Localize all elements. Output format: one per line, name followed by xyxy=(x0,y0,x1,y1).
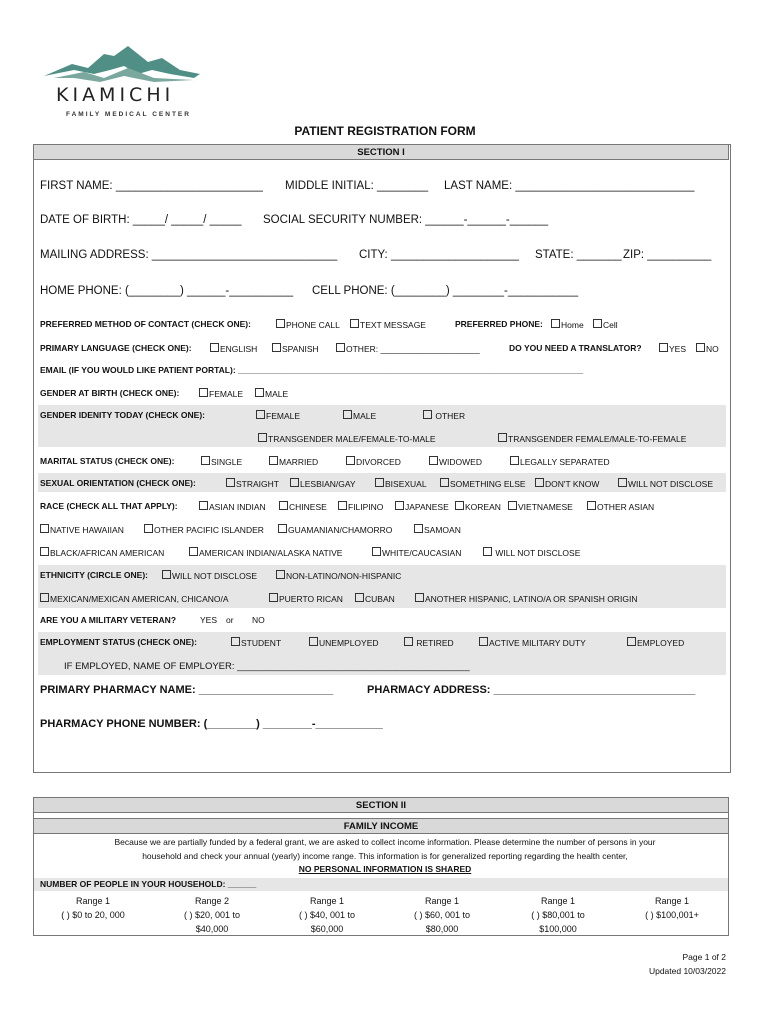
grant-text-1: Because we are partially funded by a federal grant, we are asked to collect income information. Please determine the number of persons in your xyxy=(114,837,656,847)
checkbox-icon xyxy=(269,593,278,602)
checkbox-icon xyxy=(659,343,668,352)
email-field[interactable]: EMAIL (IF YOU WOULD LIKE PATIENT PORTAL): _________________________________________________________________________ xyxy=(40,365,584,375)
checkbox-icon xyxy=(276,570,285,579)
checkbox-icon xyxy=(290,478,299,487)
gender-birth-female[interactable]: FEMALE xyxy=(199,388,243,399)
gender-id-trans-female[interactable]: TRANSGENDER FEMALE/MALE-TO-FEMALE xyxy=(498,433,686,444)
race-asian-indian[interactable]: ASIAN INDIAN xyxy=(199,501,266,512)
gender-birth-label: GENDER AT BIRTH (CHECK ONE): xyxy=(40,388,180,398)
checkbox-icon xyxy=(279,501,288,510)
marital-single[interactable]: SINGLE xyxy=(201,456,242,467)
checkbox-icon xyxy=(226,478,235,487)
eth-another-hispanic[interactable]: ANOTHER HISPANIC, LATINO/A OR SPANISH ORIGIN xyxy=(415,593,638,604)
checkbox-icon xyxy=(189,547,198,556)
form-title: PATIENT REGISTRATION FORM xyxy=(294,124,476,138)
city-field[interactable]: CITY: ____________________ xyxy=(359,249,519,261)
checkbox-icon xyxy=(423,410,432,419)
orientation-label: SEXUAL ORIENTATION (CHECK ONE): xyxy=(40,478,196,488)
marital-separated[interactable]: LEGALLY SEPARATED xyxy=(510,456,610,467)
marital-label: MARITAL STATUS (CHECK ONE): xyxy=(40,456,175,466)
orient-bisexual[interactable]: BISEXUAL xyxy=(375,478,427,489)
ethnicity-label: ETHNICITY (CIRCLE ONE): xyxy=(40,570,148,580)
ssn-field[interactable]: SOCIAL SECURITY NUMBER: ______-______-______ xyxy=(263,214,549,226)
marital-divorced[interactable]: DIVORCED xyxy=(346,456,401,467)
checkbox-icon xyxy=(210,343,219,352)
contact-text-message[interactable]: TEXT MESSAGE xyxy=(350,319,426,330)
cell-phone-field[interactable]: CELL PHONE: (________) ________-___________ xyxy=(312,285,579,297)
race-label: RACE (CHECK ALL THAT APPLY): xyxy=(40,501,178,511)
checkbox-icon xyxy=(309,637,318,646)
checkbox-icon xyxy=(440,478,449,487)
race-guamanian[interactable]: GUAMANIAN/CHAMORRO xyxy=(278,524,392,535)
checkbox-icon xyxy=(343,410,352,419)
income-range-3[interactable]: Range 1 ( ) $40, 001 to $60,000 xyxy=(298,896,356,934)
state-field[interactable]: STATE: _______ xyxy=(535,249,622,261)
veteran-yes[interactable]: YES xyxy=(200,615,218,625)
race-filipino[interactable]: FILIPINO xyxy=(338,501,383,512)
income-range-2[interactable]: Range 2 ( ) $20, 001 to $40,000 xyxy=(183,896,241,934)
pref-phone-home[interactable]: Home xyxy=(551,319,584,330)
gender-id-trans-male[interactable]: TRANSGENDER MALE/FEMALE-TO-MALE xyxy=(258,433,436,444)
veteran-label: ARE YOU A MILITARY VETERAN? xyxy=(40,615,177,625)
employer-field[interactable]: IF EMPLOYED, NAME OF EMPLOYER: ____________________________________________ xyxy=(64,661,470,672)
checkbox-icon xyxy=(479,637,488,646)
pharmacy-name-field[interactable]: PRIMARY PHARMACY NAME: ______________________ xyxy=(40,684,334,696)
updated-date: Updated 10/03/2022 xyxy=(648,966,726,976)
checkbox-icon xyxy=(498,433,507,442)
race-samoan[interactable]: SAMOAN xyxy=(414,524,461,535)
mailing-address-field[interactable]: MAILING ADDRESS: _____________________________ xyxy=(40,249,338,261)
checkbox-icon xyxy=(508,501,517,510)
income-range-5[interactable]: Range 1 ( ) $80,001 to $100,000 xyxy=(531,896,585,934)
checkbox-icon xyxy=(338,501,347,510)
gender-identity-label: GENDER IDENITY TODAY (CHECK ONE): xyxy=(40,410,205,420)
checkbox-icon xyxy=(455,501,464,510)
checkbox-icon xyxy=(144,524,153,533)
checkbox-icon xyxy=(258,433,267,442)
orient-something-else[interactable]: SOMETHING ELSE xyxy=(440,478,526,489)
race-korean[interactable]: KOREAN xyxy=(455,501,501,512)
eth-mexican[interactable]: MEXICAN/MEXICAN AMERICAN, CHICANO/A xyxy=(40,593,229,604)
checkbox-icon xyxy=(483,547,492,556)
eth-puerto-rican[interactable]: PUERTO RICAN xyxy=(269,593,343,604)
gender-id-female[interactable]: FEMALE xyxy=(256,410,300,421)
checkbox-icon xyxy=(231,637,240,646)
race-vietnamese[interactable]: VIETNAMESE xyxy=(508,501,573,512)
employment-label: EMPLOYMENT STATUS (CHECK ONE): xyxy=(40,637,197,647)
first-name-field[interactable]: FIRST NAME: _______________________ xyxy=(40,180,263,192)
checkbox-icon xyxy=(510,456,519,465)
translator-label: DO YOU NEED A TRANSLATOR? xyxy=(509,343,642,353)
checkbox-icon xyxy=(336,343,345,352)
household-field[interactable]: NUMBER OF PEOPLE IN YOUR HOUSEHOLD: ______ xyxy=(40,879,257,889)
checkbox-icon xyxy=(276,319,285,328)
checkbox-icon xyxy=(618,478,627,487)
veteran-no[interactable]: NO xyxy=(252,615,265,625)
emp-student[interactable]: STUDENT xyxy=(231,637,281,648)
checkbox-icon xyxy=(40,593,49,602)
translator-no[interactable]: NO xyxy=(696,343,719,354)
gender-id-other[interactable]: OTHER xyxy=(423,410,465,421)
race-black[interactable]: BLACK/AFRICAN AMERICAN xyxy=(40,547,164,558)
checkbox-icon xyxy=(587,501,596,510)
checkbox-icon xyxy=(40,524,49,533)
lang-english[interactable]: ENGLISH xyxy=(210,343,257,354)
gender-id-male[interactable]: MALE xyxy=(343,410,376,421)
checkbox-icon xyxy=(255,388,264,397)
lang-other[interactable]: OTHER: _____________________ xyxy=(336,343,480,354)
marital-married[interactable]: MARRIED xyxy=(269,456,318,467)
race-native-hawaiian[interactable]: NATIVE HAWAIIAN xyxy=(40,524,124,535)
emp-unemployed[interactable]: UNEMPLOYED xyxy=(309,637,379,648)
middle-initial-field[interactable]: MIDDLE INITIAL: ________ xyxy=(285,180,429,192)
checkbox-icon xyxy=(199,501,208,510)
checkbox-icon xyxy=(696,343,705,352)
dob-field[interactable]: DATE OF BIRTH: _____/ _____/ _____ xyxy=(40,214,242,226)
income-range-6[interactable]: Range 1 ( ) $100,001+ xyxy=(645,896,699,920)
emp-active-military[interactable]: ACTIVE MILITARY DUTY xyxy=(479,637,586,648)
contact-method-label: PREFERRED METHOD OF CONTACT (CHECK ONE): xyxy=(40,319,251,329)
zip-field[interactable]: ZIP: __________ xyxy=(623,249,712,261)
pharmacy-address-field[interactable]: PHARMACY ADDRESS: _________________________________ xyxy=(367,684,696,696)
race-other-asian[interactable]: OTHER ASIAN xyxy=(587,501,654,512)
checkbox-icon xyxy=(535,478,544,487)
family-income-title: FAMILY INCOME xyxy=(33,818,729,834)
logo-name: KIAMICHI xyxy=(56,84,175,106)
checkbox-icon xyxy=(414,524,423,533)
emp-retired[interactable]: RETIRED xyxy=(404,637,454,648)
pref-phone-cell[interactable]: Cell xyxy=(593,319,618,330)
checkbox-icon xyxy=(551,319,560,328)
page-number: Page 1 of 2 xyxy=(682,952,726,962)
checkbox-icon xyxy=(40,547,49,556)
last-name-field[interactable]: LAST NAME: ____________________________ xyxy=(444,180,695,192)
race-white[interactable]: WHITE/CAUCASIAN xyxy=(372,547,461,558)
section2-title: SECTION II xyxy=(33,797,729,813)
contact-phone-call[interactable]: PHONE CALL xyxy=(276,319,340,330)
checkbox-icon xyxy=(593,319,602,328)
checkbox-icon xyxy=(375,478,384,487)
race-japanese[interactable]: JAPANESE xyxy=(395,501,449,512)
language-label: PRIMARY LANGUAGE (CHECK ONE): xyxy=(40,343,192,353)
checkbox-icon xyxy=(201,456,210,465)
checkbox-icon xyxy=(350,319,359,328)
no-personal-info: NO PERSONAL INFORMATION IS SHARED xyxy=(298,864,472,874)
race-other-pacific[interactable]: OTHER PACIFIC ISLANDER xyxy=(144,524,264,535)
race-will-not-disclose[interactable]: WILL NOT DISCLOSE xyxy=(483,547,580,558)
preferred-phone-label: PREFERRED PHONE: xyxy=(455,319,543,329)
checkbox-icon xyxy=(162,570,171,579)
income-range-4[interactable]: Range 1 ( ) $60, 001 to $80,000 xyxy=(413,896,471,934)
checkbox-icon xyxy=(272,343,281,352)
checkbox-icon xyxy=(372,547,381,556)
checkbox-icon xyxy=(278,524,287,533)
pharmacy-phone-field[interactable]: PHARMACY PHONE NUMBER: (________) ________-___________ xyxy=(40,718,383,730)
checkbox-icon xyxy=(415,593,424,602)
orient-will-not-disclose[interactable]: WILL NOT DISCLOSE xyxy=(618,478,713,489)
checkbox-icon xyxy=(256,410,265,419)
checkbox-icon xyxy=(395,501,404,510)
marital-widowed[interactable]: WIDOWED xyxy=(429,456,482,467)
income-range-1[interactable]: Range 1 ( ) $0 to 20, 000 xyxy=(61,896,125,920)
orient-dont-know[interactable]: DON'T KNOW xyxy=(535,478,599,489)
logo-tagline: FAMILY MEDICAL CENTER xyxy=(66,111,191,118)
eth-will-not-disclose[interactable]: WILL NOT DISCLOSE xyxy=(162,570,257,581)
checkbox-icon xyxy=(199,388,208,397)
race-american-indian[interactable]: AMERICAN INDIAN/ALASKA NATIVE xyxy=(189,547,342,558)
translator-yes[interactable]: YES xyxy=(659,343,686,354)
race-chinese[interactable]: CHINESE xyxy=(279,501,327,512)
eth-cuban[interactable]: CUBAN xyxy=(355,593,395,604)
orient-straight[interactable]: STRAIGHT xyxy=(226,478,279,489)
checkbox-icon xyxy=(346,456,355,465)
veteran-or: or xyxy=(226,615,234,625)
emp-employed[interactable]: EMPLOYED xyxy=(627,637,684,648)
eth-non-latino[interactable]: NON-LATINO/NON-HISPANIC xyxy=(276,570,401,581)
orient-lesbian-gay[interactable]: LESBIAN/GAY xyxy=(290,478,356,489)
checkbox-icon xyxy=(404,637,413,646)
section1-title: SECTION I xyxy=(33,144,729,160)
lang-spanish[interactable]: SPANISH xyxy=(272,343,319,354)
checkbox-icon xyxy=(429,456,438,465)
checkbox-icon xyxy=(627,637,636,646)
checkbox-icon xyxy=(355,593,364,602)
grant-text-2: household and check your annual (yearly) income range. This information is for generalized reporting regarding the health center, xyxy=(142,851,628,861)
home-phone-field[interactable]: HOME PHONE: (________) ______-__________ xyxy=(40,285,294,297)
gender-birth-male[interactable]: MALE xyxy=(255,388,288,399)
checkbox-icon xyxy=(269,456,278,465)
